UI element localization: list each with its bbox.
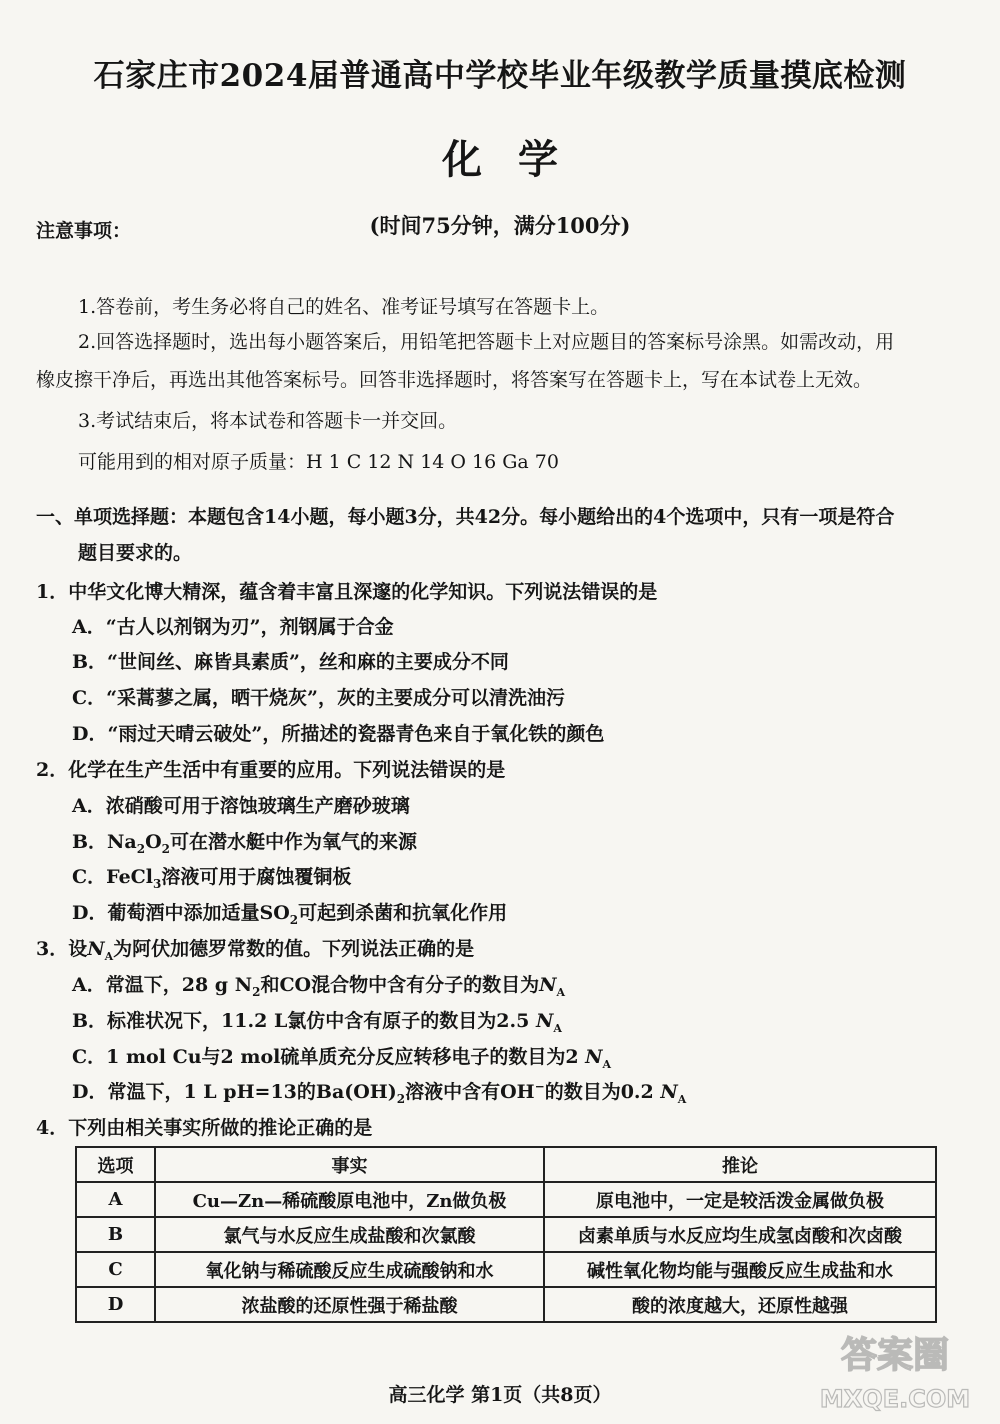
watermark-logo (820, 1325, 970, 1415)
atomic-mass-line: 可能用到的相对原子质量：H 1 C 12 N 14 O 16 Ga 70 (78, 451, 559, 473)
question-3-option-d: D．常温下，1 L pH=13的$Ba(OH)_2$溶液中含有OH−的数目为0.2 $N_A$ (72, 1079, 687, 1106)
table-cell: D (76, 1287, 155, 1322)
question-1-option-c: C．“采蒿蓼之属，晒干烧灰”，灰的主要成分可以清洗油污 (72, 687, 565, 709)
table-cell: A (76, 1182, 155, 1217)
table-header-cell: 推论 (544, 1147, 936, 1182)
question-2-option-a: A．浓硝酸可用于溶蚀玻璃生产磨砂玻璃 (72, 795, 410, 817)
question-2-option-c: C．FeCl$_3$溶液可用于腐蚀覆铜板 (72, 866, 352, 891)
question-3-option-c: C．1 mol Cu与2 mol硫单质充分反应转移电子的数目为2 $N_A$ (72, 1046, 612, 1071)
table-cell: 氧化钠与稀硫酸反应生成硫酸钠和水 (155, 1252, 544, 1287)
notice-heading: 注意事项： (36, 220, 132, 242)
subject-title: 化学 (442, 136, 594, 183)
question-1-stem: 1．中华文化博大精深，蕴含着丰富且深邃的化学知识。下列说法错误的是 (36, 581, 658, 603)
table-cell: C (76, 1252, 155, 1287)
question-1-option-a: A．“古人以剂钢为刃”，剂钢属于合金 (72, 616, 394, 638)
table-row (76, 1217, 936, 1252)
table-cell: 浓盐酸的还原性强于稀盐酸 (155, 1287, 544, 1322)
table-header-row (76, 1147, 936, 1182)
question-2-stem: 2．化学在生产生活中有重要的应用。下列说法错误的是 (36, 759, 506, 781)
table-row (76, 1287, 936, 1322)
table-row (76, 1252, 936, 1287)
question-2-option-b: B．$Na_2O_2$可在潜水艇中作为氧气的来源 (72, 831, 418, 856)
table-header-cell: 事实 (155, 1147, 544, 1182)
notice-item-3: 3.考试结束后，将本试卷和答题卡一并交回。 (78, 410, 458, 432)
notice-item-2-line1: 2.回答选择题时，选出每小题答案后，用铅笔把答题卡上对应题目的答案标号涂黑。如需改动，用 (78, 331, 895, 353)
table-cell: B (76, 1217, 155, 1252)
table-cell: 氯气与水反应生成盐酸和次氯酸 (155, 1217, 544, 1252)
table-cell: 卤素单质与水反应均生成氢卤酸和次卤酸 (544, 1217, 936, 1252)
section-1-line1: 一、单项选择题：本题包含14小题，每小题3分，共42分。每小题给出的4个选项中，只有一项是符合 (36, 506, 895, 528)
table-header-cell: 选项 (76, 1147, 155, 1182)
question-3-option-b: B．标准状况下，11.2 L氯仿中含有原子的数目为2.5 $N_A$ (72, 1010, 562, 1035)
question-1-option-b: B．“世间丝、麻皆具素质”，丝和麻的主要成分不同 (72, 651, 509, 673)
svg-text:答案圈: 答案圈 (840, 1335, 950, 1376)
question-2-option-d: D．葡萄酒中添加适量$SO_2$可起到杀菌和抗氧化作用 (72, 902, 508, 927)
page-footer: 高三化学 第1页（共8页） (388, 1384, 612, 1406)
table-cell: 碱性氧化物均能与强酸反应生成盐和水 (544, 1252, 936, 1287)
question-4-stem: 4．下列由相关事实所做的推论正确的是 (36, 1117, 373, 1139)
exam-title: 石家庄市2024届普通高中学校毕业年级教学质量摸底检测 (93, 58, 907, 94)
notice-item-2-line2: 橡皮擦干净后，再选出其他答案标号。回答非选择题时，将答案写在答题卡上，写在本试卷上无效。 (36, 369, 873, 391)
question-3-option-a: A．常温下，28 g $N_2$和CO混合物中含有分子的数目为$N_A$ (72, 974, 566, 999)
table-row (76, 1182, 936, 1217)
table-cell: 酸的浓度越大，还原性越强 (544, 1287, 936, 1322)
question-1-option-d: D．“雨过天晴云破处”，所描述的瓷器青色来自于氧化铁的颜色 (72, 723, 605, 745)
table-cell: Cu—Zn—稀硫酸原电池中，Zn做负极 (155, 1182, 544, 1217)
time-info: (时间75分钟，满分100分) (369, 213, 631, 238)
question-4-table (75, 1146, 937, 1323)
svg-text:MXQE.COM: MXQE.COM (820, 1385, 970, 1413)
question-3-stem: 3．设$N_A$为阿伏加德罗常数的值。下列说法正确的是 (36, 938, 475, 963)
table-cell: 原电池中，一定是较活泼金属做负极 (544, 1182, 936, 1217)
section-1-line2: 题目要求的。 (78, 542, 193, 564)
notice-item-1: 1.答卷前，考生务必将自己的姓名、准考证号填写在答题卡上。 (78, 296, 610, 318)
